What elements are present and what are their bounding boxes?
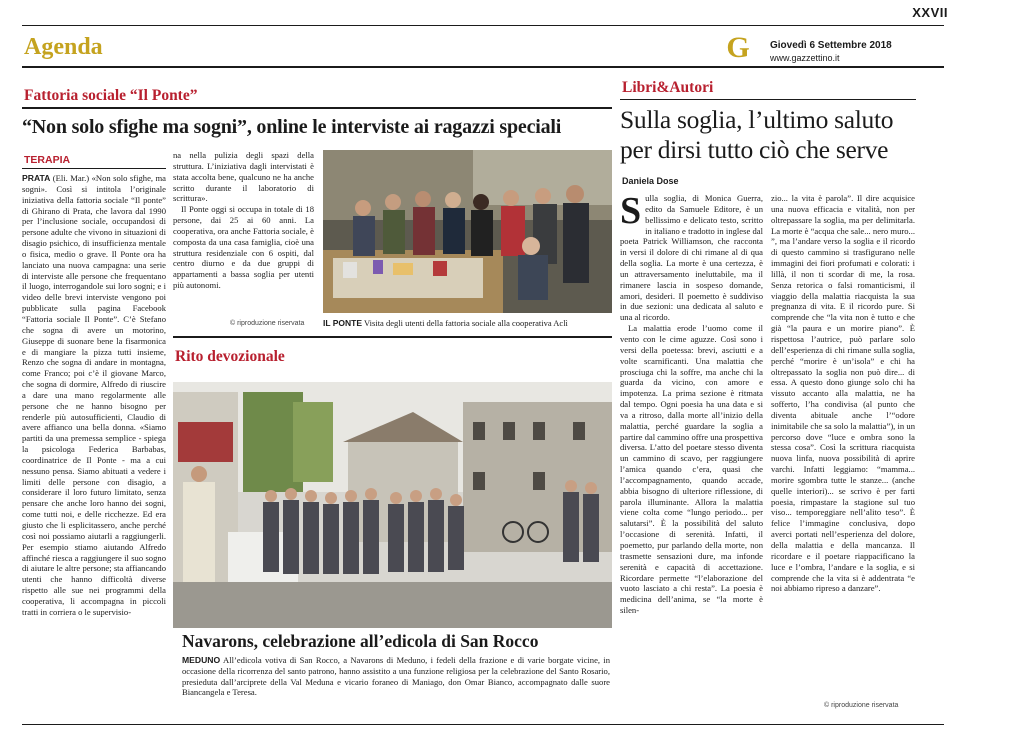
photo1-caption bbox=[323, 318, 623, 328]
section-title: Agenda bbox=[24, 34, 103, 60]
article2-headline: Navarons, celebrazione all’edicola di San Rocco bbox=[182, 631, 539, 651]
article2-caption-label: MEDUNO bbox=[182, 655, 221, 665]
article3-kicker-rule bbox=[620, 99, 916, 100]
article1-column2 bbox=[173, 150, 314, 315]
article1-tag-rule bbox=[22, 168, 166, 169]
article1-body-part3: Il Ponte oggi si occupa in totale di 18 persone, dai 25 ai 60 anni. La cooperativa, ora anche Fattoria sociale, è composta da una casa famiglia, cioè una struttura residenziale con 6 ospiti, dal centro diurno e da due gruppi di appartamenti a bassa soglia per utenti più autonomi. bbox=[173, 204, 314, 291]
photo-fattoria-group bbox=[323, 150, 612, 313]
article2-caption bbox=[182, 655, 610, 698]
site-url: www.gazzettino.it bbox=[770, 53, 840, 63]
article1-tag: TERAPIA bbox=[24, 154, 71, 166]
article3-headline: Sulla soglia, l’ultimo saluto per dirsi tutto ciò che serve bbox=[620, 105, 894, 164]
article1-kicker: Fattoria sociale “Il Ponte” bbox=[24, 87, 198, 104]
article1-kicker-rule bbox=[22, 107, 612, 109]
photo1-caption-text: Visita degli utenti della fattoria sociale alla cooperativa Aclì bbox=[364, 318, 568, 328]
top-rule bbox=[22, 25, 944, 26]
procession-photo-illustration bbox=[173, 382, 612, 628]
article3-kicker: Libri&Autori bbox=[622, 79, 714, 96]
article1-credit: © riproduzione riservata bbox=[230, 320, 305, 327]
article3-body-part2: La malattia erode l’uomo come il vento con le cime aguzze. Così sono i versi della poetessa: brevi, asciutti e a volte scarnificanti. Una malattia che prosciuga chi la soffre, ma anche chi la guarda da vicino, con amore e impotenza. La prima sezione è ritmata dal tempo. Ogni poesia ha una data e si va a ritroso, dalla morte all’inizio della malattia, perché guardare la soglia a partire dal cammino offre una prospettiva diversa. L’atto del poetare stesso diventa un cammino di scavo, per raggiungere l’amica quando c’era, quasi che l’accompagnamento, quando accade, abbia bisogno di ulteriore riflessione, di parola illuminante. Allora la malattia viene colta come “lungo periodo... per salutarsi”. È la possibilità del saluto l’occasione di serenità. Infatti, il poemetto, pur parlando della morte, non trasmette sensazioni dure, ma infonde serenità e capacità di accettazione. Ricordare permette “l’elaborazione del vuoto lasciato a chi resta”. La poesia è medicina dell’anima, se “la morte è silen- bbox=[620, 323, 763, 616]
issue-date: Giovedì 6 Settembre 2018 bbox=[770, 40, 892, 51]
article3-dropcap: S bbox=[620, 193, 642, 232]
byline: (Eli. Mar.) bbox=[52, 173, 90, 183]
header-rule bbox=[22, 66, 944, 68]
gazzettino-logo: G bbox=[726, 31, 750, 64]
article2-caption-text: All’edicola votiva di San Rocco, a Navarons di Meduno, i fedeli della frazione e di varie borgate vicine, in occasione della ricorrenza del santo patrono, hanno assistito a una funzione religiosa per la celebrazione del Santo Rosario, presieduta dall’arciprete della Val Meduna e vicario foraneo di Maniago, don Omar Bianco, accompagnato dalle suore Biancangela e Teresa. bbox=[182, 655, 610, 698]
dateline: PRATA bbox=[22, 173, 51, 183]
article1-headline: “Non solo sfighe ma sogni”, online le interviste ai ragazzi speciali bbox=[22, 116, 562, 138]
article3-credit: © riproduzione riservata bbox=[824, 702, 899, 709]
group-photo-illustration bbox=[323, 150, 612, 313]
article3-column1 bbox=[620, 193, 763, 725]
photo1-caption-label: IL PONTE bbox=[323, 318, 363, 328]
photo-san-rocco bbox=[173, 382, 612, 628]
article1-column1 bbox=[22, 173, 166, 721]
page-number: XXVII bbox=[912, 5, 948, 20]
article3-body-part1: ulla soglia, di Monica Guerra, edito da Samuele Editore, è un bellissimo e delicato testo, scritto in italiano e tradotto in inglese dal poeta Patrick Williamson, che racconta in versi il dolore di chi rimane al di qua della soglia. La morte è una certezza, è un attraversamento ineluttabile, ma il rimanere lascia in sospeso domande, amori, desideri. Il poemetto è suddiviso in due sezioni: una dedicata al saluto e una al ricordo. bbox=[620, 193, 763, 323]
article3-body-part3: zio... la vita è parola”. Il dire acquisice una nuova efficacia e vitalità, non per oltrepassare la soglia, ma per delimitarla. La morte è “acqua che sale... nero muro... ”, ma l’andare verso la soglia e il ricordo di questo cammino si trasfigurano nelle immagini dei fiori profumati e colorati: i lillà, il non ti scordar di me, la rosa. Senza retorica o falsi romanticismi, il viaggio della malattia riacquista la sua pregnanza di vita. E il ricordo pure. Si comprende che “la vita non è tutto e che già “la paura e un morire piano”. È rispettosa l’autrice, può parlare solo dell’esperienza di chi rimane sulla soglia, perché “morire è un’isola” e chi ha oltrepassato la soglia non può dire... di essa. A questo dono giunge solo chi ha vissuto accanto alla malattia, ne ha sofferto, l’ha condivisa (al punto che diventa abituale anche l’“odore inimitabile che sa solo la malattia”), in un percorso dove “luce e ombra sono la stessa cosa”. Così la scrittura riacquista nuova linfa, nuova possibilità di aprire varchi. Infatti leggiamo: “mamma... morire sgombra tutte le stanze... (anche quelle interiori)... se scrivo è per farti poesia, rimpastare la stagione sul tuo viso... temporeggiare nell’alito teso”. È felice l’immagine conclusiva, dopo averci portati nell’esperienza del dolore, della malattia e della mancanza. Il ricordare e il poetare riappacificano la luce e l’ombra, l’andare e la soglia, e si comprende che la vita si è addentrata “e noi abbiamo ripreso a danzare”. bbox=[771, 193, 915, 594]
article1-body-part2: na nella pulizia degli spazi della struttura. L’iniziativa dagli intervistati è stata accolta bene, qualcuno ne ha anche scritto durante il laboratorio di scrittura». bbox=[173, 150, 314, 204]
article2-kicker: Rito devozionale bbox=[175, 348, 285, 365]
bottom-rule bbox=[22, 724, 944, 725]
article3-column2 bbox=[771, 193, 915, 698]
article3-author: Daniela Dose bbox=[622, 176, 679, 186]
article1-bottom-rule bbox=[173, 336, 612, 338]
article1-body-part1: «Non solo sfighe, ma sogni». Così si intitola l’originale iniziativa della fattoria sociale “Il ponte” di Ghirano di Prata, che lavora dal 1990 per l’inclusione sociale, occupandosi di persone adulte che vivono in situazioni di disagio psichico, di insufficienza mentale o fisica, medio o grave. Il Ponte ora ha lanciato una nuova campagna: una serie di interviste alle persone che frequentano il luogo, interrogandole sui loro sogni; e i video delle brevi interviste vengono poi pubblicate sulla pagina Facebook “Fattoria sociale Il Ponte”. C’è Stefano che sogna di avere un motorino, Giuseppe di suonare bene la fisarmonica e di mangiare la pizza tutti insieme, Renzo che sogna di andare in montagna, come Franco; poi c’è il giovane Marco, che sogna di dormire, Alfredo di riuscire a dare una mano regolarmente alle persone che ne hanno bisogno per renderle più autosufficienti, Claudio di avere affianco una bella donna. «Siamo partiti da una premessa semplice - spiega la psicologa Federica Barbabas, coordinatrice de Il Ponte - ma a cui nessuno pensa. Siamo abituati a vedere i limiti delle persone con disagio, a considerare il loro futuro limitato, senza pensare che anche loro hanno dei sogni, come tutti noi, e delle ricchezze. Ed era giusto che li esplicitassero, anche perché così noi possiamo aiutarli a raggiungerli. Per esempio stiamo aiutando Alfredo affinché riesca a raggiungere il suo sogno di aiutare le altre persone; sta affiancando utenti che hanno difficoltà diverse rispetto alle sue nei programmi della cooperativa, li accompagna in piccoli tratti in corriera o le supervisio- bbox=[22, 173, 166, 617]
